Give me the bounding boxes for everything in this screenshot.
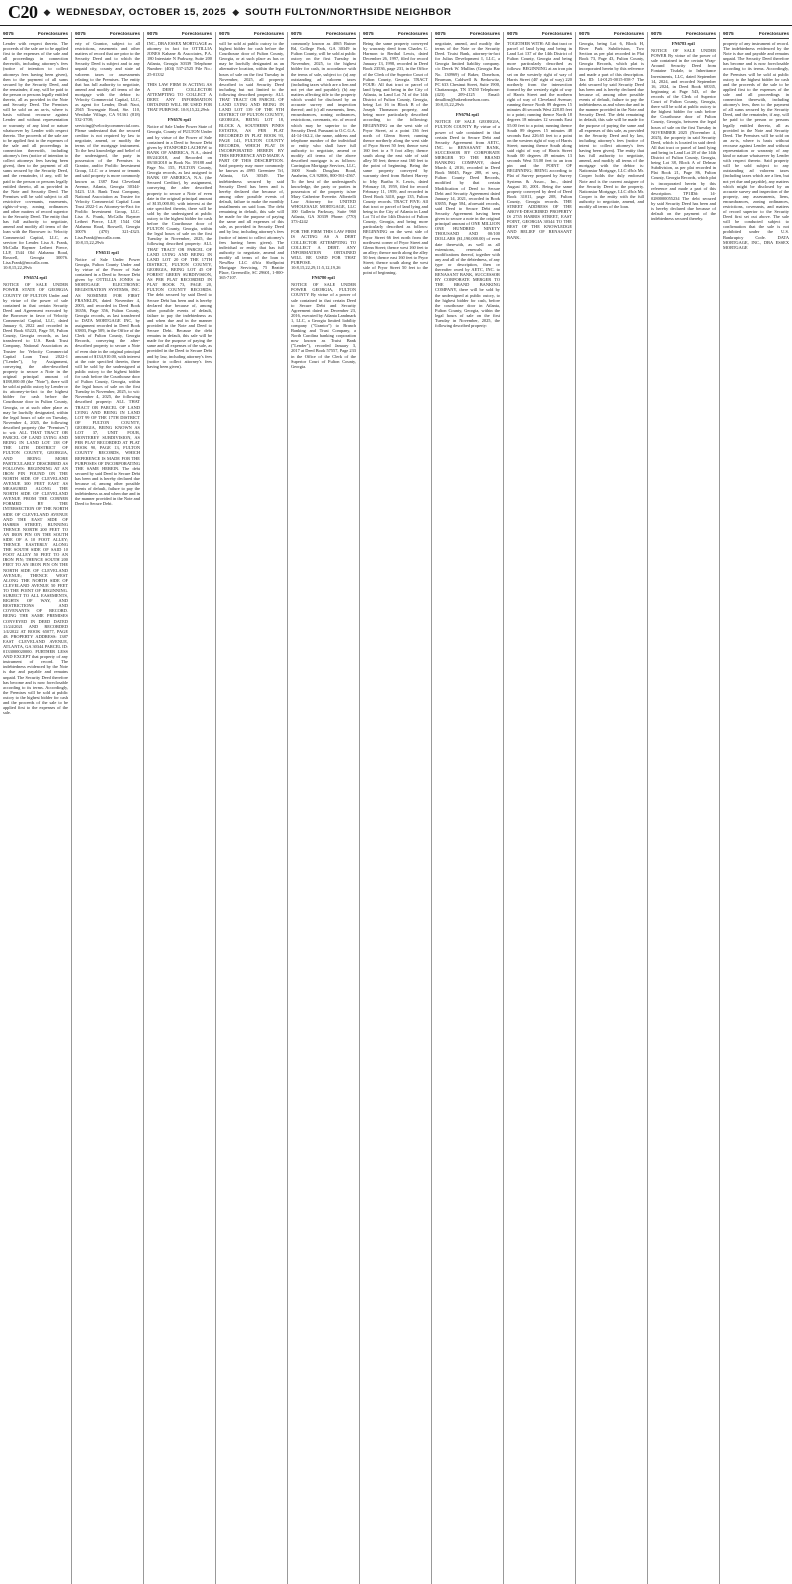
legal-notice	[651, 41, 716, 221]
legal-column	[360, 32, 432, 1584]
column-body	[363, 41, 428, 275]
notice-text: commonly known as 4065 Butner Rd, College Park, GA 30349 in Fulton County, will be sold at public outcry on the first Tuesday in November, 2025, to the highest bidder for cash, in accordance with the terms of sale, subject to: (a) any outstanding ad valorem taxes (including taxes which are a lien and not yet due and payable); (b) any matters affecting title to the property which would be disclosed by an accurate survey and inspection thereof; and (c) all easements, liens, encumbrances, zoning ordinances, restrictions, covenants, etc. of record which may be superior to the Security Deed. Pursuant to O.C.G.A. 44-14-162.2, the name, address and telephone number of the individual or entity who shall have full authority to negotiate, amend or modify all terms of the above described mortgage is as follows: Carrington Mortgage Services, LLC, 1600 South Douglass Road, Anaheim, CA 92806, 800-561-4567. To the best of the undersigned's knowledge, the party or parties in possession of the property is/are Mary Catherine Everette. Albertelli Law Attorney for UNITED WHOLESALE MORTGAGE, LLC 100 Galleria Parkway, Suite 960 Atlanta, GA 30339 Phone: (770) 373-4242	[291, 41, 356, 225]
notice-text: NOTICE OF SALE GEORGIA, FULTON COUNTY By virtue of a power of sale contained in that certain Deed to Secure Debt and Security Agreement from AETC, INC. to RENASANT BANK, SUCCESSOR BY CORPORATE MERGER TO THE BRAND BANKING COMPANY, dated March 4, 2016, recorded in Deed Book 56045, Page 288, et seq., Fulton County Deed Records, modified by that certain Modification of Deed to Secure Debt and Security Agreement dated January 14, 2021, recorded in Book 63855, Page 584, aforesaid records, said Deed to Secure Debt and Security Agreement having been given to secure a note in the original principal amount of ONE MILLION ONE HUNDRED NINETY THOUSAND AND 00/100 DOLLARS ($1,190,000.00) of even date therewith, as well as all extensions, renewals and modifications thereof, together with any and all of the debtedness, of any type or description, then or thereafter owed by AETC, INC. to RENASANT BANK, SUCCESSOR BY CORPORATE MERGER TO THE BRAND BANKING COMPANY, there will be sold by the undersigned at public outcry, to the highest bidder for cash, before the courthouse door in Atlanta, Fulton County, Georgia, within the legal hours of sale on the first Tuesday in November, 2025, the following described property:	[435, 119, 500, 329]
category-bar	[3, 32, 68, 39]
notice-heading: FN6780 epi1	[311, 275, 336, 281]
category-label: Foreclosures	[325, 32, 356, 37]
legal-column	[504, 32, 576, 1584]
notice-heading: FN6783 epi1	[671, 41, 696, 46]
legal-column	[216, 32, 288, 1584]
column-body	[723, 41, 789, 250]
notice-text: erty of Grantor, subject to all restrictions, easements and other matters of record that are prior to the Security Deed and to which the Security Deed is subject and to any unpaid city, county and state ad valorem taxes or assessments relating to the Premises. The entity that has full authority to negotiate, amend and modify all terms of the mortgage with the debtor is: Velocity Commercial Capital, LLC, as agent for Lender, Draft Naoi, 2945 Townsgate Road, Ste. 110, Westlake Village, CA 91361 (818) 532-3708; servicing@velocitycommercial.com. Please understand that the secured creditor is not required by law to negotiate, amend, or modify the terms of the mortgage instrument. To the best knowledge and belief of the undersigned, the party in possession of the Premises is Grantor, and/or Prolific Investment Group, LLC or a tenant or tenants and said property is more commonly known as 1387 East Cleveland Avenue, Atlanta, Georgia 30344-5423. U.S. Bank Trust Company, National Association as Trustee for Velocity Commercial Capital Loan Trust 2022-1 as Attorney-in-Fact for Prolific Investment Group, LLC. Lisa A. Frank, McCalla Raymer Leibert Pierce, LLP, 1544 Old Alabama Road, Roswell, Georgia 30076 (470) 321-4323. Lisa.Frank@mccalla.com. 10:8,15,22,29vb	[75, 41, 140, 245]
diamond-separator-icon: ◆	[232, 7, 240, 17]
legal-notice	[291, 41, 356, 224]
legal-notice	[579, 41, 644, 209]
category-code: 9075	[75, 32, 86, 37]
legal-column	[576, 32, 648, 1584]
category-label: Foreclosures	[109, 32, 140, 37]
notice-heading: FN6511 epi1	[95, 249, 120, 255]
category-bar	[219, 32, 284, 39]
category-code: 9075	[507, 32, 518, 37]
category-label: Foreclosures	[37, 32, 68, 37]
legal-notice	[507, 41, 572, 240]
category-bar	[291, 32, 356, 39]
notice-text: NOTICE OF SALE UNDER POWER STATE OF GEORGIA COUNTY OF FULTON Under and by virtue of the power of sale contained in that certain Security Deed and Agreement executed by the Borrower in favor of Velocity Commercial Capital, LLC, dated January 6, 2022 and recorded in Deed Book 65223, Page 58, Fulton County, Georgia records, as last transferred to U.S. Bank Trust Company, National Association as Trustee for Velocity Commercial Capital Loan Trust 2022-1 ("Lender"), by Assignment, conveying the after-described property to secure a Note in the original principal amount of $188,000.00 (the "Note"), there will be sold at public outcry by Lender or its attorney-in-fact to the highest bidder for cash before the Courthouse door in Fulton County, Georgia, or at such other place as may be lawfully designated, within the legal hours of sale on Tuesday, November 4, 2025, the following described property (the "Premises") to wit: ALL THAT TRACT OR PARCEL OF LAND LYING AND BEING IN LAND LOT 138 OF THE 14TH DISTRICT OF FULTON COUNTY, GEORGIA, AND BEING MORE PARTICULARLY DESCRIBED AS FOLLOWS: BEGINNING AT AN IRON PIN FOUND ON THE NORTH SIDE OF CLEVELAND AVENUE 300 FEET EAST AS MEASURED ALONG THE NORTH SIDE OF CLEVELAND AVENUE FROM THE CORNER FORMED BY THE INTERSECTION OF THE NORTH SIDE OF CLEVELAND AVENUE AND THE EAST SIDE OF HARRIS STREET; RUNNING THENCE NORTH 200 FEET TO AN IRON PIN ON THE SOUTH SIDE OF A 10 FOOT ALLEY; THENCE EASTERLY ALONG THE SOUTH SIDE OF SAID 10 FOOT ALLEY 50 FEET TO AN IRON PIN; THENCE SOUTH 200 FEET TO AN IRON PIN ON THE NORTH SIDE OF CLEVELAND AVENUE; THENCE WEST ALONG THE NORTH SIDE OF CLEVELAND AVENUE 50 FEET TO THE POINT OF BEGINNING. SUBJECT TO ALL EASEMENTS, RIGHTS OF WAY, AND RESTRICTIONS AND COVENANTS OF RECORD. BEING THE SAME PREMISES CONVEYED IN DEED DATED 11/24/2021 AND RECORDED 1/4/2022 AT BOOK 65077, PAGE 48. PROPERTY ADDRESS: 1387 EAST CLEVELAND AVENUE, ATLANTA, GA 30344 PARCEL ID: 0133000020000. FURTHER LESS AND EXCEPT that property of any instrument of record. The indebtedness evidenced by the Note is due and payable and remains unpaid. The Security Deed therefore has become and is now foreclosable according to its terms. Accordingly, the Premises will be sold at public outcry to the highest bidder for cash and the proceeds of the sale to be applied first to the expenses of the sale.	[3, 282, 68, 716]
category-code: 9075	[723, 32, 734, 37]
notice-text: Lender with respect thereto. The proceeds of the sale are to be applied first to the expenses of the sale and all proceedings in connection therewith, including attorney's fees (notice of intention to collect attorneys fees having been given), then to the payment of all sums secured by the Security Deed, and the remainder, if any, will be paid to the person or persons legally entitled thereto, all as provided in the Note and Security Deed. The Premises will be sold on an as-is, where is basis without recourse against Lender and without representation or warranty of any kind or nature whatsoever by Lender with respect thereto. The proceeds of the sale are to be applied first to the expenses of the sale and all proceedings in connection therewith, including attorney's fees (notice of intention to collect attorneys fees having been given), then to the payment of all sums secured by the Security Deed, and the remainder, if any, will be paid to the person or persons legally entitled thereto, all as provided in the Note and Security Deed. The Premises will be sold subject to all restrictive covenants, easements, rights-of-way, zoning ordinances and other matters of record superior to the Security Deed. The entity that has full authority to negotiate, amend and modify all terms of the loan with the Borrower is: Velocity Commercial Capital, LLC, as servicer for Lender. Lisa A. Frank, McCalla Raymer Leibert Pierce, LLP, 1544 Old Alabama Road, Roswell, Georgia 30076. Lisa.Frank@mccalla.com. 10:8,15,22,29vb	[3, 41, 68, 271]
legal-notice	[147, 117, 212, 369]
category-bar	[723, 32, 789, 39]
category-bar	[363, 32, 428, 39]
notice-text: THIS LAW FIRM IS ACTING AS A DEBT COLLECTOR ATTEMPTING TO COLLECT A DEBT. ANY INFORMATION OBTAINED WILL BE USED FOR THAT PURPOSE. 10:8,15,22,29vb	[147, 81, 212, 113]
legal-notice	[147, 82, 212, 113]
column-body	[75, 41, 140, 506]
notice-heading: FN6794 epi1	[455, 112, 480, 118]
column-body	[219, 41, 284, 280]
legal-column	[720, 32, 792, 1584]
legal-notice	[219, 41, 284, 280]
category-code: 9075	[219, 32, 230, 37]
notice-text: INC., DBA ESSEX MORTGAGE as attorney in fact for OTTILLIA JONES Kahane & Associates, P.A. 180 Interstate N Parkway, Suite 200 Atlanta, Georgia 30339 Telephone Number: (404) 537-2525 File No.: 25-01332	[147, 41, 212, 77]
category-bar	[651, 32, 716, 39]
category-label: Foreclosures	[613, 32, 644, 37]
section-name: SOUTH FULTON/NORTHSIDE NEIGHBOR	[245, 7, 452, 18]
notice-text: NOTICE OF SALE UNDER POWER GEORGIA, FULTON COUNTY By virtue of a power of sale contained in that certain Deed to Secure Debt and Security Agreement dated on December 23, 2016, executed by Atlanta Landmark 1, LLC, a Georgia limited liability company ("Grantor") to Branch Banking and Trust Company, a North Carolina banking corporation now known as Truist Bank ("Lender"), recorded January 3, 2017 at Deed Book 57557, Page 233 in the Office of the Clerk of the Superior Court of Fulton County, Georgia.	[291, 282, 356, 369]
legal-notice	[75, 41, 140, 245]
category-code: 9075	[291, 32, 302, 37]
page-number: C20	[8, 2, 38, 22]
column-body	[579, 41, 644, 209]
category-label: Foreclosures	[397, 32, 428, 37]
category-code: 9075	[579, 32, 590, 37]
notice-text: property of any instrument of record. The indebtedness evidenced by the Note is due and payable and remains unpaid. The Security Deed therefore has become and is now foreclosable according to its terms. Accordingly, the Premises will be sold at public outcry to the highest bidder for cash and the proceeds of the sale to be applied first to the expenses of the sale and all proceedings in connection therewith, including attorney's fees, then to the payment of all sums secured by the Security Deed, and the remainder, if any, will be paid to the person or persons legally entitled thereto, all as provided in the Note and Security Deed. The Premises will be sold on an as-is, where is basis without recourse against Lender and without representation or warranty of any kind or nature whatsoever by Lender with respect thereto. Said property will be sold subject to any outstanding ad valorem taxes (including taxes which are a lien, but not yet due and payable), any matters which might be disclosed by an accurate survey and inspection of the property, any assessments, liens, encumbrances, zoning ordinances, restrictions, covenants, and matters of record superior to the Security Deed first set out above. The sale will be conducted subject to confirmation that the sale is not prohibited under the U.S. Bankruptcy Code. DATA MORTGAGE, INC., DBA ESSEX MORTGAGE	[723, 41, 789, 250]
legal-notice	[363, 41, 428, 275]
legal-column	[144, 32, 216, 1584]
notice-heading: FN6574 epi1	[23, 275, 48, 281]
category-label: Foreclosures	[541, 32, 572, 37]
category-bar	[435, 32, 500, 39]
column-body	[651, 41, 716, 221]
legal-notice	[435, 112, 500, 328]
notice-text: negotiate, amend, and modify the terms of the Note or the Security Deed. Truist Bank, attorney-in-fact for Julius Development I, LLC, a Georgia limited liability company. c/o Derek W. Mullins (Georgia Bar No. 130969) of Baker, Donelson, Bearman, Caldwell & Berkowitz, PC 633 Chestnut Street, Suite 1900, Chattanooga, TN 37450 Telephone: (423) 209-4125 Email: dmullins@bakerdonelson.com. 10:8,15,22,29vb	[435, 41, 500, 108]
legal-column	[288, 32, 360, 1584]
category-code: 9075	[3, 32, 14, 37]
notice-text: Georgia, being Lot 6, Block H, River Park Subdivision, Two Section as per plat recorded in Plat Book 73, Page 43, Fulton County, Georgia Records, which plat is incorporated herein by this reference and made a part of this description. Tax ID: 14-0125-0015-058-7 The debt secured by said Security Deed has been and is hereby declared due because of, among other possible events of default, failure to pay the indebtedness as and when due and in the manner provided in the Note and Security Deed. The debt remaining in default, this sale will be made for the purpose of paying the same and all expenses of this sale, as provided in the Security Deed and by law, including attorney's fees (notice of intent to collect attorney's fees having been given). The entity that has full authority to negotiate, amend, and modify all terms of the mortgage with the debtor is: Nationstar Mortgage, LLC d/b/a Mr. Cooper holds the duly endorsed Note and is the current assignee of the Security Deed to the property. Nationstar Mortgage, LLC d/b/a Mr. Cooper is the entity with the full authority to negotiate, amend, and modify all terms of the loan.	[579, 41, 644, 209]
legal-column	[432, 32, 504, 1584]
column-body	[507, 41, 572, 240]
category-label: Foreclosures	[758, 32, 789, 37]
category-bar	[75, 32, 140, 39]
notice-text: NOTICE OF SALE UNDER POWER By virtue of the power of sale contained in the certain Wrap-Around Security Deed from Fontaine Tisdale, to Inheritance Investments, LLC, dated September 14, 2024, and recorded September 16, 2024, in Deed Book 68335, beginning at Page 543, of the records of the Clerk of Superior Court of Fulton County, Georgia, there will be sold at public outcry to the highest bidder for cash before the Courthouse door of Fulton County, Georgia, between the legal hours of sale on the first Tuesday in NOVEMBER 2025 (November 4, 2025), the property in said Security Deed, which is located in said deed: All that tract or parcel of land lying and being in Land Lot 28 of the 14th District of Fulton County, Georgia, being Lot 38, Block A of Delmar Subdivision, as per plat recorded in Plat Book 21, Page 86, Fulton County, Georgia Records, which plat is incorporated herein by this reference and made a part of this description. TP1ID#: 14-0280000055234 The debt secured by said Security Deed has been and is hereby declared due because of default on the payment of the indebtedness secured thereby.	[651, 48, 716, 222]
legal-notice	[75, 250, 140, 507]
notice-text: Notice of Sale Under Power State of Georgia, County of FULTON Under and by virtue of the Power of Sale contained in a Deed to Secure Debt given by STANFORD LACHOW to BANK OF AMERICA, N.A., dated 08/24/2018, and Recorded on 08/30/2018 in Book No. 59188 and Page No. 155, FULTON County, Georgia records, as last assigned to BANK OF AMERICA, N.A. (the Secured Creditor), by assignment, conveying the after described property to secure a Note of even date in the original principal amount of $135,000.00, with interest at the rate specified therein, there will be sold by the undersigned at public outcry to the highest bidder for cash before the Courthouse door of FULTON County, Georgia, within the legal hours of sale on the first Tuesday in November, 2025, the following described property: ALL THAT TRACT OR PARCEL OF LAND LYING AND BEING IN LAND LOT 20 OF THE 17TH DISTRICT, FULTON COUNTY, GEORGIA, BEING LOT 45 OF FOREST GREEN SUBDIVISION, AS PER PLAT RECORDED IN PLAT BOOK 73, PAGE 20, FULTON COUNTY RECORDS. The debt secured by said Deed to Secure Debt has been and is hereby declared due because of, among other possible events of default, failure to pay the indebtedness as and when due and in the manner provided in the Note and Deed to Secure Debt. Because the debt remains in default, this sale will be made for the purpose of paying the same and all expenses of the sale, as provided in the Deed to Secure Debt and by law, including attorney's fees (notice to collect attorney's fees having been given).	[147, 124, 212, 369]
legal-column	[72, 32, 144, 1584]
column-body	[147, 41, 212, 369]
legal-notice	[435, 41, 500, 107]
page-header	[0, 0, 792, 26]
notice-text: Being the same property conveyed by warranty deed from Charles C. Harmon to Berthal Lewis, dated December 26, 1997, filed for record January 13, 1998, recorded in Deed Book 23536, page 231, in the Office of the Clerk of the Superior Court of Fulton County, Georgia. TRACT FOUR: All that tract or parcel of land lying and being in the City of Atlanta, in Land Lot 74 of the 14th District of Fulton County, Georgia, being Lot 16 in Block B of the Joseph Thomason property, and being more particularly described according to the following: BEGINNING on the west side of Pryor Street, at a point 136 feet north of Glenn Street; running thence northerly along the west side of Pryor Street 50 feet; thence west 160 feet to a 9 foot alley; thence south along the east side of said alley 50 feet; thence east 160 feet to the point of beginning. Being the same property conveyed by warranty deed from Robert Harvey to Irby Burtha S. Lewis, dated February 10, 1959, filed for record February 11, 1959, and recorded in Deed Book 3410, page 135, Fulton County records. TRACT FIVE: All that tract or parcel of land lying and being in the City of Atlanta in Land Lot 74 of the 14th District of Fulton County, Georgia, and being more particularly described as follows: BEGINNING on the west side of Pryor Street 66 feet north from the northwest corner of Pryor Street and Glenn Street; thence west 160 feet to an alley; thence north along the alley 50 feet; thence east 160 feet to Pryor Street; thence south along the west side of Pryor Street 50 feet to the point of beginning.	[363, 41, 428, 276]
legal-notice	[723, 41, 789, 250]
diamond-separator-icon: ◆	[43, 7, 51, 17]
column-body	[291, 41, 356, 369]
category-code: 9075	[147, 32, 158, 37]
legal-notice	[3, 41, 68, 270]
legal-column	[0, 32, 72, 1584]
category-code: 9075	[435, 32, 446, 37]
legal-notice	[3, 275, 68, 715]
category-code: 9075	[363, 32, 374, 37]
legal-column	[648, 32, 720, 1584]
category-label: Foreclosures	[181, 32, 212, 37]
issue-date: WEDNESDAY, OCTOBER 15, 2025	[56, 7, 227, 18]
notice-text: TOGETHER WITH: All that tract or parcel of land lying and being in Land Lot 137 of the 14th District of Fulton County, Georgia and being more particularly described as follows: BEGINNING at an iron pin set on the westerly right of way of Harris Street (40' right of way) 220 northerly from the intersection formed by the westerly right of way of Harris Street and the northern right of way of Cleveland Avenue; running thence North 89 degrees 15 minutes 46 seconds West 228.05 feet to a point; running thence North 18 degrees 18 minutes 12 seconds East 55.00 feet to a point; running thence South 89 degrees 15 minutes 48 seconds East 226.65 feet to a point on the western right of way of Harris Street; running thence South along said right of way of Harris Street South 00 degrees 49 minutes 13 seconds West 53.00 feet to an iron pin and the POINT OF BEGINNING; BEING according to Plat of Survey prepared by Survey Systems & Assoc., Inc., dated August 10, 2001. Being the same property conveyed by deed of Deed Book 31011, page 208, Fulton County, Georgia records. THE STREET ADDRESS OF THE ABOVE-DESCRIBED PROPERTY IS 2735 HARRIS STREET, EAST POINT, GEORGIA 30344 TO THE BEST OF THE KNOWLEDGE AND BELIEF OF RENASANT BANK.	[507, 41, 572, 240]
category-code: 9075	[651, 32, 662, 37]
column-body	[3, 41, 68, 715]
category-label: Foreclosures	[253, 32, 284, 37]
category-bar	[507, 32, 572, 39]
legal-notice	[291, 229, 356, 270]
notice-text: Notice of Sale Under Power Georgia, Fulton County Under and by virtue of the Power of Sale contained in a Deed to Secure Debt given by OTTILLIA JONES to MORTGAGE ELECTRONIC REGISTRATION SYSTEMS, INC. AS NOMINEE FOR FIRST FRANKLIN, dated November 4, 2003, and recorded in Deed Book 36356, Page 356, Fulton County, Georgia records, as last transferred to DATA MORTGAGE INC, by assignment recorded in Deed Book 63803, Page 509, in the Office of the Clerk of Fulton County, Georgia Records, conveying the after-described property to secure a Note of even date in the original principal amount of $134,910.00, with interest at the rate specified therein, there will be sold by the undersigned at public outcry to the highest bidder for cash before the Courthouse door of Fulton County, Georgia, within the legal hours of sale on the first Tuesday in November, 2025, to wit: November 4, 2025, the following described property: ALL THAT TRACT OR PARCEL OF LAND LYING AND BEING IN LAND LOT 99 OF THE 17TH DISTRICT OF FULTON COUNTY, GEORGIA, BEING KNOWN AS LOT 37, UNIT FOUR, MONTEREY SUBDIVISION, AS PER PLAT RECORDED AT PLAT BOOK 90, PAGE 13, FULTON COUNTY RECORDS, WHICH REFERENCE IS MADE FOR THE PURPOSES OF INCORPORATING THE SAME HEREIN. The debt secured by said Deed to Secure Debt has been and is hereby declared due because of, among other possible events of default, failure to pay the indebtedness as and when due and in the manner provided in the Note and Deed to Secure Debt.	[75, 256, 140, 507]
category-label: Foreclosures	[685, 32, 716, 37]
notice-heading: FN6576 epi1	[167, 117, 192, 123]
classified-columns	[0, 32, 792, 1584]
notice-text: FOR THE FIRM THIS LAW FIRM IS ACTING AS A DEBT COLLECTOR ATTEMPTING TO COLLECT A DEBT. ANY INFORMATION OBTAINED WILL BE USED FOR THAT PURPOSE. 10:8,15,22,29,11:5,12,19,26	[291, 229, 356, 271]
category-label: Foreclosures	[469, 32, 500, 37]
legal-notice	[147, 41, 212, 77]
notice-text: will be sold at public outcry to the highest bidder for cash before the Courthouse door of Fulton County, Georgia, or at such place as has or may be lawfully designated as an alternative location, within the legal hours of sale on the first Tuesday in November, 2025, all property described in said Security Deed including but not limited to the following described property: ALL THAT TRACT OR PARCEL OF LAND LYING AND BEING IN LAND LOT 139 OF THE 9TH DISTRICT OF FULTON COUNTY, GEORGIA, BEING LOT 18, BLOCK A, SOUTHERN PINES ESTATES, AS PER PLAT RECORDED IN PLAT BOOK 93, PAGE 141, FULTON COUNTY RECORDS, WHICH PLAT IS INCORPORATED HEREIN BY THIS REFERENCE AND MADE A PART OF THIS DESCRIPTION. Said property may more commonly be known as 4995 Greentree Trl, Atlanta, GA 30349. The indebtedness secured by said Security Deed has been and is hereby declared due because of, among other possible events of default, failure to make the monthly installments on said loan. The debt remaining in default, this sale will be made for the purpose of paying the same and all expenses of this sale, as provided in Security Deed and by law, including attorney's fees (notice of intent to collect attorney's fees having been given). The individual or entity that has full authority to negotiate, amend and modify all terms of the loan is NewRez LLC d/b/a Shellpoint Mortgage Servicing, 75 Beattie Place, Greenville, SC 29601, 1-800-365-7107.	[219, 41, 284, 281]
category-bar	[147, 32, 212, 39]
category-bar	[579, 32, 644, 39]
column-body	[435, 41, 500, 328]
legal-notice	[291, 275, 356, 369]
